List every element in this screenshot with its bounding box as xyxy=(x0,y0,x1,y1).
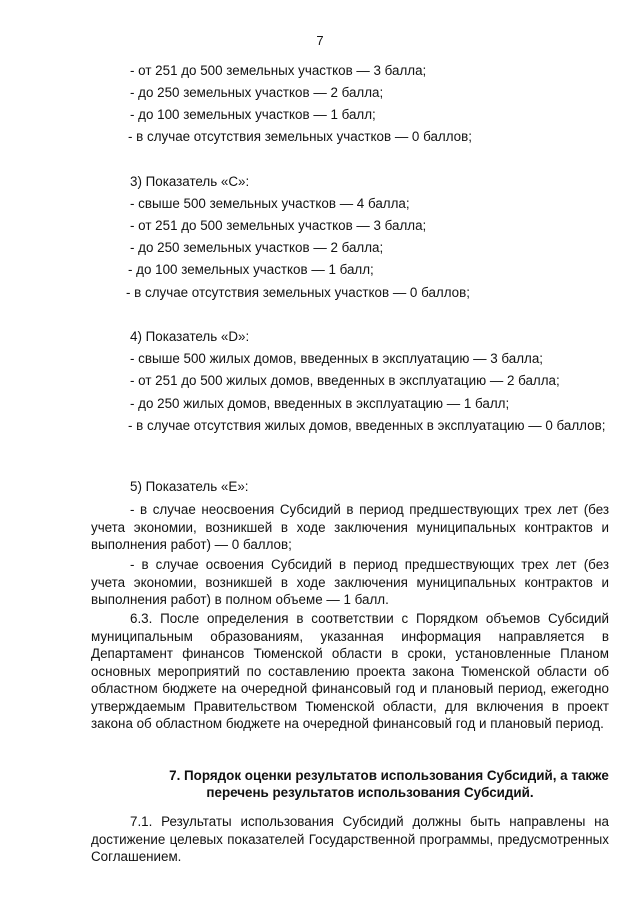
paragraph-7-1: 7.1. Результаты использования Субсидий должны быть направлены на достижение целевых показателей Государственной программы, предусмотренных Соглашением. xyxy=(91,814,609,864)
page-number: 7 xyxy=(316,33,324,48)
list-item: - свыше 500 земельных участков — 4 балла; xyxy=(130,196,410,211)
list-item: - до 100 земельных участков — 1 балл; xyxy=(128,262,374,277)
list-item: - в случае отсутствия жилых домов, введенных в эксплуатацию — 0 баллов; xyxy=(128,418,606,433)
indicator-e-title: 5) Показатель «E»: xyxy=(130,479,249,494)
paragraph-6-3: 6.3. После определения в соответствии с Порядком объемов Субсидий муниципальным образованиям, указанная информация направляется в Департамент финансов Тюменской области в сроки, установленные Планом основных мероприятий по составлению проекта закона Тюменской области об областном бюджете на очередной финансовый год и плановый период, ежегодно утверждаемым Правительством Тюменской области, для включения в проект закона об областном бюджете на очередной финансовый год и плановый период. xyxy=(91,611,609,731)
list-item: - от 251 до 500 земельных участков — 3 балла; xyxy=(130,63,427,78)
indicator-c-title: 3) Показатель «C»: xyxy=(130,174,250,189)
list-item: - в случае отсутствия земельных участков — 0 баллов; xyxy=(126,285,470,300)
section-7-heading-line1: 7. Порядок оценки результатов использования Субсидий, а также xyxy=(169,768,609,783)
list-item: - до 100 земельных участков — 1 балл; xyxy=(130,107,376,122)
list-item: - до 250 жилых домов, введенных в эксплуатацию — 1 балл; xyxy=(130,396,510,411)
list-item: - до 250 земельных участков — 2 балла; xyxy=(130,240,384,255)
list-item: - в случае отсутствия земельных участков — 0 баллов; xyxy=(128,129,472,144)
list-item: - от 251 до 500 земельных участков — 3 балла; xyxy=(130,218,427,233)
list-item: - до 250 земельных участков — 2 балла; xyxy=(130,85,384,100)
section-7-heading-line2: перечень результатов использования Субсидий. xyxy=(206,785,534,800)
list-item: - от 251 до 500 жилых домов, введенных в эксплуатацию — 2 балла; xyxy=(130,373,560,388)
list-item: - в случае освоения Субсидий в период предшествующих трех лет (без учета экономии, возникшей в ходе заключения муниципальных контрактов и выполнения работ) в полном объеме — 1 балл. xyxy=(91,557,609,607)
list-item: - в случае неосвоения Субсидий в период предшествующих трех лет (без учета экономии, возникшей в ходе заключения муниципальных контрактов и выполнения работ) — 0 баллов; xyxy=(91,502,609,552)
list-item: - свыше 500 жилых домов, введенных в эксплуатацию — 3 балла; xyxy=(130,351,544,366)
indicator-d-title: 4) Показатель «D»: xyxy=(130,329,250,344)
